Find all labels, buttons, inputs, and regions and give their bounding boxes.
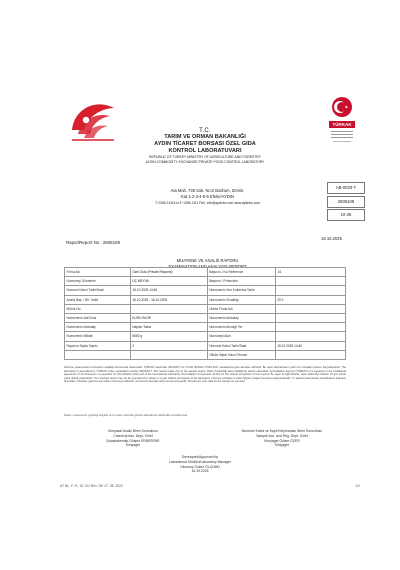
- table-row: [65, 341, 346, 350]
- report-header: [110, 128, 300, 165]
- report-notes: Numune parametreleri sonuçların eksikliği durumunda nitelenebilir. TÜRKAK tarafından AB-0033-T ile TS EN ISO/IEC 17025:2017 standardına göre akredite edilmiştir. Bu rapor laboratuvarın yazılı izni olmadan kısmen kopyalanamaz. The laboratory is accredited by TÜRKAK under registration number AB-0033-T. Test results relate only to the sample tested. Ölçüm belirsizliği talep edildiğinde rapora eklenebilir. Accreditation Agency (TÜRKAK) is a signatory to the multilateral agreement of the European co-operation for Accreditation (EA) and of the International Laboratory Accreditation Cooperation (ILAC) for the mutual recognition of test reports. Bu rapor ile ilgili itirazlar, rapor tarihinden itibaren 15 gün içinde yazılı olarak yapılmalıdır. The analysis report may not be reproduced in whole or in part without permission of the laboratory. Numune ambalaj ve etiket bilgileri müşteri beyanına dayanmaktadır. (*) işaretli parametreler akreditasyon kapsamı dışındadır. Sonuçlar yalnızca test edilen numuneye ilişkindir, numunenin alındığı partiyi temsil etmeyebilir. Results are only valid for the sample as received.: [64, 366, 346, 384]
- contact-line: T: 0256 2131414-F: 0256 2111 FAX: info@aydinbo.com www.aydinbo.com: [155, 201, 260, 205]
- table-row: [65, 304, 346, 313]
- turkak-mark-text: TÜRKAK: [332, 122, 352, 127]
- field-label: Numune Kabul Tarihi/Saat: [65, 286, 131, 295]
- signature-right-role-en: Sample Acc. and Reg. Dept. Chief: [256, 433, 308, 438]
- signature-left-role: Kimyasal Analiz Birim Sorumlusu: [108, 429, 158, 433]
- signature-center: [140, 455, 260, 474]
- field-value: [275, 350, 345, 359]
- field-label: Numunenin Sıcaklığı: [207, 295, 275, 304]
- field-value: [275, 332, 345, 341]
- table-row: [65, 323, 346, 332]
- field-value: Naylon Torba: [130, 323, 207, 332]
- ministry-name: TARIM VE ORMAN BAKANLIĞI: [164, 134, 246, 140]
- table-row: [65, 350, 346, 359]
- field-label: Analiz Baş. / Bit. Tarihi: [65, 295, 131, 304]
- field-label: Ofisler İlişkin Hazır Firması: [207, 350, 275, 359]
- field-value: ÜÇ MEYVA: [130, 277, 207, 286]
- lab-address: [140, 188, 275, 206]
- field-value: [275, 304, 345, 313]
- field-label: Numunenin Miktarı: [65, 332, 131, 341]
- page-number: 1/2: [355, 484, 360, 488]
- signature-right: [222, 429, 342, 448]
- accreditation-date: 16.10.2025: [321, 236, 342, 241]
- report-title-tr: MUAYENE VE ANALİZ RAPORU: [176, 258, 239, 263]
- table-row: [65, 313, 346, 322]
- field-label: Mühür No: [65, 304, 131, 313]
- field-label: Numunenin Ambalajı: [65, 323, 131, 332]
- field-label: Numuneyi Alan: [207, 332, 275, 341]
- form-code: AT BL. F. Fr. 10. 01/ Rev. 05/ 17. 08. 2022: [60, 484, 123, 488]
- field-value: [130, 350, 207, 359]
- field-label: Numune Kabul Tarihi/Saat: [207, 341, 275, 350]
- report-title-en: EXAMINATION AND ANALYSIS REPORT: [168, 263, 247, 269]
- signature-right-title: Kimyager: [274, 443, 290, 448]
- field-value: Özel Gıda (Private Request): [130, 268, 207, 277]
- field-value: [275, 313, 345, 322]
- lab-name-line1: AYDIN TİCARET BORSASI ÖZEL GIDA: [154, 141, 256, 147]
- field-label: Raporun Sayfa Sayısı: [65, 341, 131, 350]
- field-label: Numunenin Adı/Cinsi: [65, 313, 131, 322]
- field-value: KURU İNCİR: [130, 313, 207, 322]
- address-line2: Kat.1-2-3-4-5-6 Efeler/AYDIN: [181, 194, 234, 199]
- field-label: Numunenin Ambalajı: [207, 313, 275, 322]
- lab-name-en-line1: REPUBLIC OF TURKEY MINISTRY OF AGRICULTURE AND FORESTRY: [149, 155, 261, 159]
- field-value: [275, 277, 345, 286]
- page-footer: [60, 484, 360, 488]
- signature-left-title: Kimyager: [125, 443, 141, 448]
- field-value: 15.10.2025 14:40: [275, 341, 345, 350]
- table-row: [65, 295, 346, 304]
- address-line1: Ata Mah. 738 Sok. No:2 Bodrum, Zemin,: [170, 188, 245, 193]
- field-value: 5000 g: [130, 332, 207, 341]
- table-row: [65, 277, 346, 286]
- signature-left-role-en: Chemical Ass. Dept. Chief: [113, 433, 153, 438]
- field-value: 1/1: [275, 268, 345, 277]
- report-number: Rapor/Report No : 2505109: [66, 240, 120, 245]
- field-value: 20.2: [275, 295, 345, 304]
- signature-left-name: Şubadabendip Gülşen ERBERENE: [106, 438, 160, 443]
- field-label: Numuneyi Gönderen: [65, 277, 131, 286]
- field-label: Üretici Firma Adı: [207, 304, 275, 313]
- field-label: Firma Adı: [65, 268, 131, 277]
- accreditation-report-no: 2505109: [327, 196, 365, 208]
- lab-name-en-line2: AYDIN COMMODITY EXCHANGE PRIVATE FOOD CONTROL LABORATORY: [145, 160, 265, 164]
- field-value: [275, 323, 345, 332]
- signature-left: [78, 429, 188, 448]
- field-value: 2: [130, 341, 207, 350]
- tc-label: T.C.: [199, 128, 211, 134]
- field-value: [275, 286, 345, 295]
- accreditation-code: AB-0033-T: [327, 182, 365, 194]
- field-label: Numunenin Alındığı Yer: [207, 323, 275, 332]
- signature-center-date: 16.10.2025: [191, 469, 209, 474]
- report-disclaimer: Rapor, muayenenin yapıldığı koşullar ve bu rapor üzerinde görülen laboratuvar tarafından onaylanmıştır.: [64, 414, 188, 417]
- signature-center-line1: Developed/Approved by: [181, 455, 219, 459]
- lab-name-line2: KONTROL LABORATUVARI: [168, 148, 242, 154]
- field-value: 15.10.2025 - 16.10.2025: [130, 295, 207, 304]
- signature-right-role: Numune Kabul ve Kayıt Ekipmanları Birim Sorumlusu: [241, 429, 323, 433]
- accreditation-box: [327, 182, 365, 223]
- field-label: Numunenin Son Kullanma Tarihi: [207, 286, 275, 295]
- field-value: [130, 304, 207, 313]
- sample-info-table: [64, 267, 346, 360]
- table-row: [65, 268, 346, 277]
- field-label: Başvuru / Protection: [207, 277, 275, 286]
- signature-center-line2: Laboratuvar Müdürü/Laboratory Manager: [168, 459, 231, 464]
- signature-right-name: Kimyager Özlem ÖZER: [264, 438, 300, 443]
- field-label: Başvuru / No Reference: [207, 268, 275, 277]
- table-row: [65, 286, 346, 295]
- field-value: 15.10.2025 14:40: [130, 286, 207, 295]
- accreditation-rev: 10-25: [327, 209, 365, 221]
- signature-center-name: Okunkuç Özlem ÖLÇÜMÜ: [180, 464, 220, 469]
- table-row: [65, 332, 346, 341]
- field-label: [65, 350, 131, 359]
